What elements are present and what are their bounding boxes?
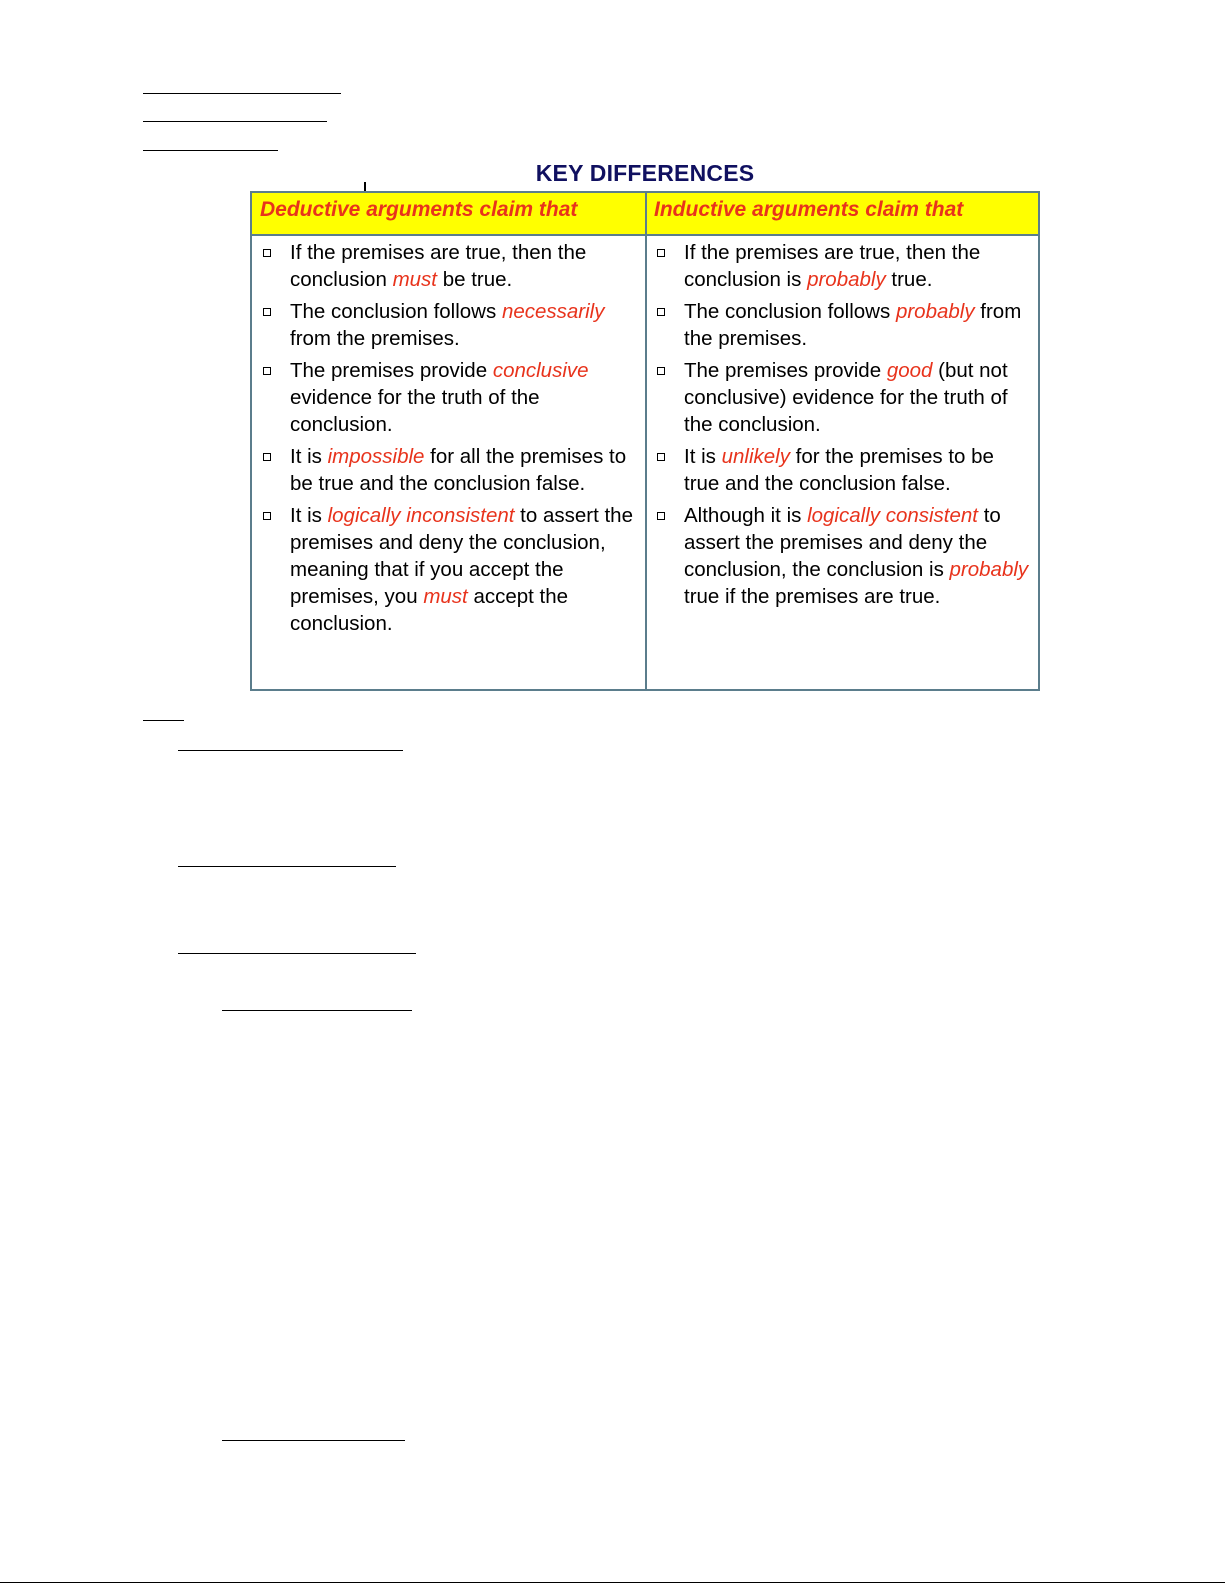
emphasis-run: impossible: [327, 445, 425, 468]
deductive-item: [252, 443, 637, 497]
blank-line-1: [143, 93, 341, 94]
text-run: It is: [684, 445, 722, 468]
item-text: [290, 502, 637, 637]
deductive-item: [252, 502, 637, 637]
checkbox-bullet-icon: [263, 512, 271, 520]
text-run: The premises provide: [684, 359, 887, 382]
emphasis-run: conclusive: [492, 359, 589, 382]
checkbox-bullet-icon: [263, 308, 271, 316]
item-text: [684, 357, 1032, 438]
blank-line-9: [222, 1440, 405, 1441]
text-run: Although it is: [684, 504, 808, 527]
item-text: [290, 298, 637, 352]
key-differences-title: KEY DIFFERENCES: [535, 160, 755, 186]
inductive-header: Inductive arguments claim that: [654, 198, 964, 221]
text-run: The conclusion follows: [684, 300, 896, 323]
checkbox-bullet-icon: [657, 453, 665, 461]
emphasis-run: must: [392, 268, 437, 291]
text-run: for all the premises to be true and the conclusion false.: [290, 445, 627, 495]
emphasis-run: logically consistent: [807, 504, 978, 527]
text-run: If the premises are true, then the conclusion is: [684, 241, 981, 291]
inductive-item: [646, 502, 1032, 610]
emphasis-run: probably: [807, 268, 886, 291]
checkbox-bullet-icon: [263, 453, 271, 461]
checkbox-bullet-icon: [657, 512, 665, 520]
text-run: accept the conclusion.: [290, 585, 569, 635]
blank-line-7: [178, 953, 416, 954]
inductive-item: [646, 239, 1032, 293]
checkbox-bullet-icon: [263, 367, 271, 375]
deductive-item: [252, 298, 637, 352]
blank-line-2: [143, 121, 327, 122]
item-text: [684, 239, 1032, 293]
text-run: to assert the premises and deny the conclusion, meaning that if you accept the premises, you: [290, 504, 633, 608]
text-run: (but not conclusive) evidence for the truth of the conclusion.: [684, 359, 1008, 436]
emphasis-run: unlikely: [721, 445, 790, 468]
checkbox-bullet-icon: [263, 249, 271, 257]
checkbox-bullet-icon: [657, 367, 665, 375]
blank-line-5: [178, 750, 403, 751]
text-run: to assert the premises and deny the conclusion, the conclusion is: [684, 504, 1001, 581]
text-run: It is: [290, 445, 328, 468]
emphasis-run: probably: [949, 558, 1029, 581]
text-run: It is: [290, 504, 328, 527]
inductive-item: [646, 298, 1032, 352]
deductive-column: [252, 239, 637, 642]
deductive-header: Deductive arguments claim that: [260, 198, 578, 221]
page-bottom-border: [0, 1582, 1225, 1583]
item-text: [684, 298, 1032, 352]
item-text: [290, 239, 637, 293]
item-text: [684, 443, 1032, 497]
text-run: from the premises.: [290, 327, 460, 350]
inductive-item: [646, 357, 1032, 438]
item-text: [290, 443, 637, 497]
blank-line-8: [222, 1010, 412, 1011]
emphasis-run: must: [423, 585, 468, 608]
text-run: true if the premises are true.: [684, 585, 941, 608]
text-run: be true.: [437, 268, 513, 291]
item-text: [684, 502, 1032, 610]
blank-line-3: [143, 150, 278, 151]
emphasis-run: necessarily: [501, 300, 605, 323]
text-run: true.: [885, 268, 933, 291]
inductive-column: [646, 239, 1032, 615]
text-run: The premises provide: [290, 359, 493, 382]
blank-line-4: [143, 720, 184, 721]
blank-line-6: [178, 866, 396, 867]
checkbox-bullet-icon: [657, 249, 665, 257]
emphasis-run: logically inconsistent: [327, 504, 515, 527]
text-run: If the premises are true, then the conclusion: [290, 241, 587, 291]
deductive-item: [252, 357, 637, 438]
deductive-item: [252, 239, 637, 293]
checkbox-bullet-icon: [657, 308, 665, 316]
comparison-table: [250, 191, 1040, 691]
item-text: [290, 357, 637, 438]
text-run: evidence for the truth of the conclusion.: [290, 386, 540, 436]
inductive-item: [646, 443, 1032, 497]
emphasis-run: good: [886, 359, 933, 382]
emphasis-run: probably: [895, 300, 975, 323]
text-run: for the premises to be true and the conclusion false.: [684, 445, 994, 495]
text-run: The conclusion follows: [290, 300, 502, 323]
text-run: from the premises.: [684, 300, 1022, 350]
